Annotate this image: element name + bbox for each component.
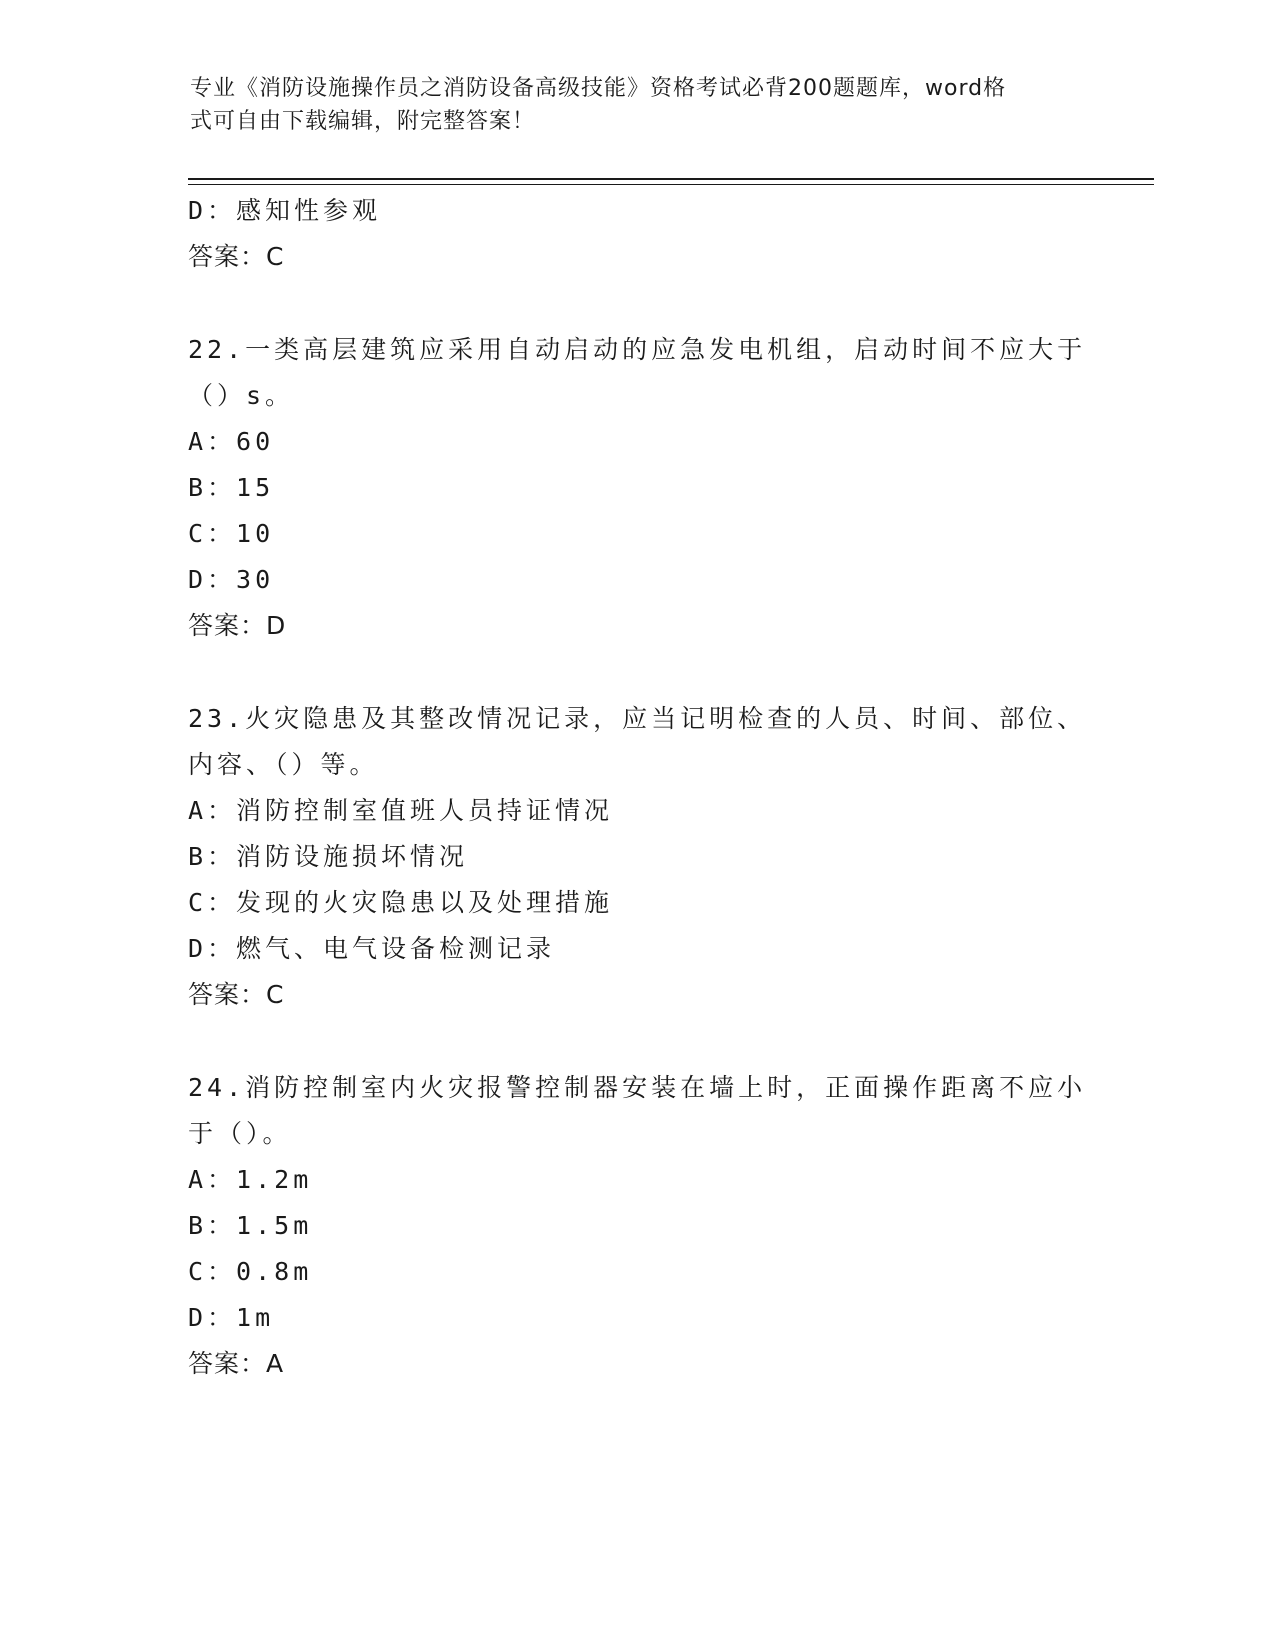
header-line-2: 式可自由下载编辑，附完整答案！ <box>190 109 536 134</box>
header-line-1: 专业《消防设施操作员之消防设备高级技能》资格考试必背200题题库，word格 <box>190 76 1007 101</box>
question-22 <box>188 327 1088 649</box>
question-23 <box>188 696 1088 1018</box>
question-24 <box>188 1065 1088 1387</box>
answer-line: 答案：D <box>188 611 287 640</box>
header-divider-thick <box>188 178 1154 180</box>
question-text-line-1: 23.火灾隐患及其整改情况记录，应当记明检查的人员、时间、部位、 <box>188 704 1087 733</box>
option-c: C：0.8m <box>188 1257 313 1286</box>
option-a: A：消防控制室值班人员持证情况 <box>188 796 614 825</box>
option-b: B：消防设施损坏情况 <box>188 842 469 871</box>
question-text-line-1: 24.消防控制室内火灾报警控制器安装在墙上时，正面操作距离不应小 <box>188 1073 1087 1102</box>
option-a: A：60 <box>188 427 275 456</box>
option-d: D：感知性参观 <box>188 196 382 225</box>
question-text-line-2: 内容、（）等。 <box>188 750 379 779</box>
header-divider-thin <box>188 184 1154 185</box>
question-content <box>188 188 1088 1387</box>
question-text-line-2: （）s。 <box>188 381 295 410</box>
previous-question-tail <box>188 188 1088 280</box>
question-text-line-1: 22.一类高层建筑应采用自动启动的应急发电机组，启动时间不应大于 <box>188 335 1087 364</box>
option-d: D：燃气、电气设备检测记录 <box>188 934 556 963</box>
option-c: C：发现的火灾隐患以及处理措施 <box>188 888 614 917</box>
option-b: B：15 <box>188 473 275 502</box>
answer-line: 答案：C <box>188 242 285 271</box>
option-d: D：1m <box>188 1303 275 1332</box>
document-header <box>190 72 1070 138</box>
option-b: B：1.5m <box>188 1211 313 1240</box>
answer-line: 答案：A <box>188 1349 285 1378</box>
question-text-line-2: 于（）。 <box>188 1119 292 1148</box>
option-c: C：10 <box>188 519 275 548</box>
option-a: A：1.2m <box>188 1165 313 1194</box>
answer-line: 答案：C <box>188 980 285 1009</box>
option-d: D：30 <box>188 565 275 594</box>
